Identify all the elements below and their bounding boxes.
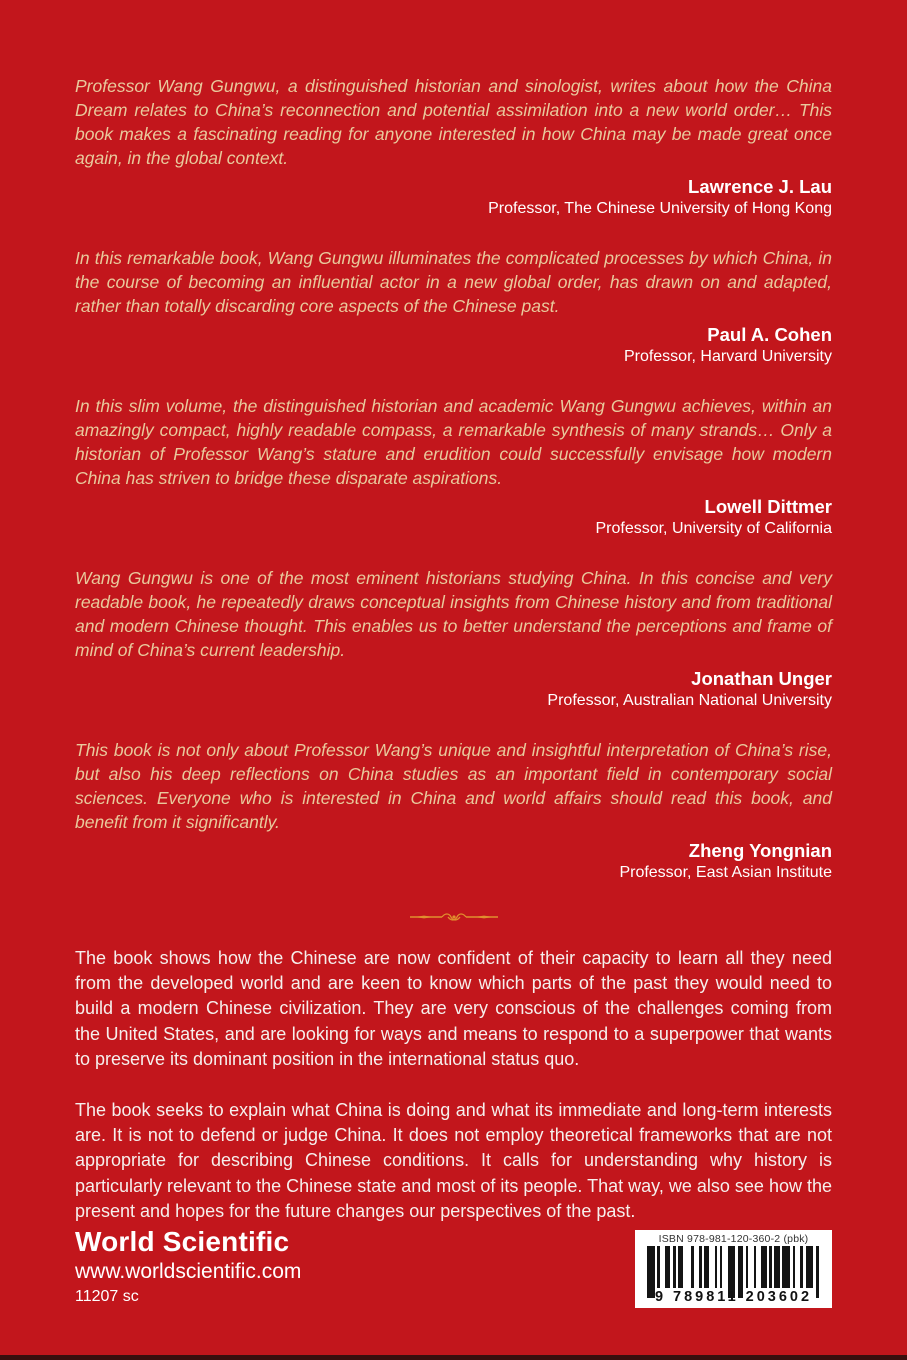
blurb-paragraph-2: The book seeks to explain what China is doing and what its immediate and long-term interests are. It is not to defend or judge China. It does not employ theoretical frameworks that are not appropriate for describing Chinese conditions. It calls for understanding why history is particularly relevant to the Chinese state and most of its people. That way, we also see how the present and hopes for the future changes our perspectives of the past. xyxy=(75,1100,832,1221)
endorser-name: Lowell Dittmer xyxy=(704,496,832,517)
quote-text: In this remarkable book, Wang Gungwu illuminates the complicated processes by which China, in the course of becoming an influential actor in a new global order, has drawn on and adapted, rather than totally discarding core aspects of the Chinese past. xyxy=(75,248,832,316)
publisher-block xyxy=(75,1226,301,1307)
quote-text: In this slim volume, the distinguished historian and academic Wang Gungwu achieves, within an amazingly compact, highly readable compass, a remarkable synthesis of many strands… Only a historian of Professor Wang’s stature and erudition could successfully envisage how modern China has striven to bridge these disparate aspirations. xyxy=(75,396,832,488)
endorsement-quote-3 xyxy=(75,394,832,539)
endorser-name: Lawrence J. Lau xyxy=(688,176,832,197)
quote-attribution xyxy=(75,176,832,219)
footer xyxy=(75,1226,832,1308)
endorser-title: Professor, East Asian Institute xyxy=(619,864,832,881)
endorser-name: Jonathan Unger xyxy=(691,668,832,689)
quote-text: Wang Gungwu is one of the most eminent historians studying China. In this concise and very readable book, he repeatedly draws conceptual insights from Chinese history and from traditional and modern Chinese thought. This enables us to better understand the perceptions and frame of mind of China’s current leadership. xyxy=(75,568,832,660)
endorsement-quote-5 xyxy=(75,738,832,883)
isbn-label: ISBN 978-981-120-360-2 (pbk) xyxy=(658,1233,809,1245)
barcode-digits: 9 789811 203602 xyxy=(654,1289,813,1305)
quote-attribution xyxy=(75,840,832,883)
blurb-paragraph-1: The book shows how the Chinese are now confident of their capacity to learn all they need from the developed world and are keen to know which parts of the past they would need to build a modern Chinese civilization. They are very conscious of the challenges coming from the United States, and are looking for ways and means to respond to a superpower that wants to preserve its dominant position in the international status quo. xyxy=(75,948,832,1069)
cover-bottom-edge xyxy=(0,1355,907,1360)
endorser-title: Professor, Harvard University xyxy=(623,348,832,365)
quote-attribution xyxy=(75,668,832,711)
endorser-name: Zheng Yongnian xyxy=(688,840,832,861)
isbn-barcode xyxy=(635,1230,832,1308)
quote-attribution xyxy=(75,324,832,367)
quote-text: This book is not only about Professor Wang’s unique and insightful interpretation of China’s rise, but also his deep reflections on China studies as an important field in contemporary social sciences. Everyone who is interested in China and world affairs should read this book, and benefit from it significantly. xyxy=(75,740,832,832)
quote-text: Professor Wang Gungwu, a distinguished historian and sinologist, writes about how the China Dream relates to China’s reconnection and potential assimilation into a new world order… This book makes a fascinating reading for anyone interested in how China may be made great once again, in the global context. xyxy=(75,76,832,168)
flourish-divider-icon xyxy=(408,910,500,924)
endorser-name: Paul A. Cohen xyxy=(707,324,832,345)
endorser-title: Professor, The Chinese University of Hong Kong xyxy=(488,200,832,217)
section-divider xyxy=(75,910,832,924)
publisher-website: www.worldscientific.com xyxy=(75,1260,302,1283)
endorser-title: Professor, Australian National University xyxy=(547,692,832,709)
quote-attribution xyxy=(75,496,832,539)
endorsement-quote-4 xyxy=(75,566,832,711)
publisher-stock-code: 11207 sc xyxy=(75,1288,139,1305)
endorsement-quote-1 xyxy=(75,74,832,219)
publisher-logo: World Scientific xyxy=(75,1226,290,1257)
endorsement-quote-2 xyxy=(75,246,832,367)
endorser-title: Professor, University of California xyxy=(595,520,832,537)
